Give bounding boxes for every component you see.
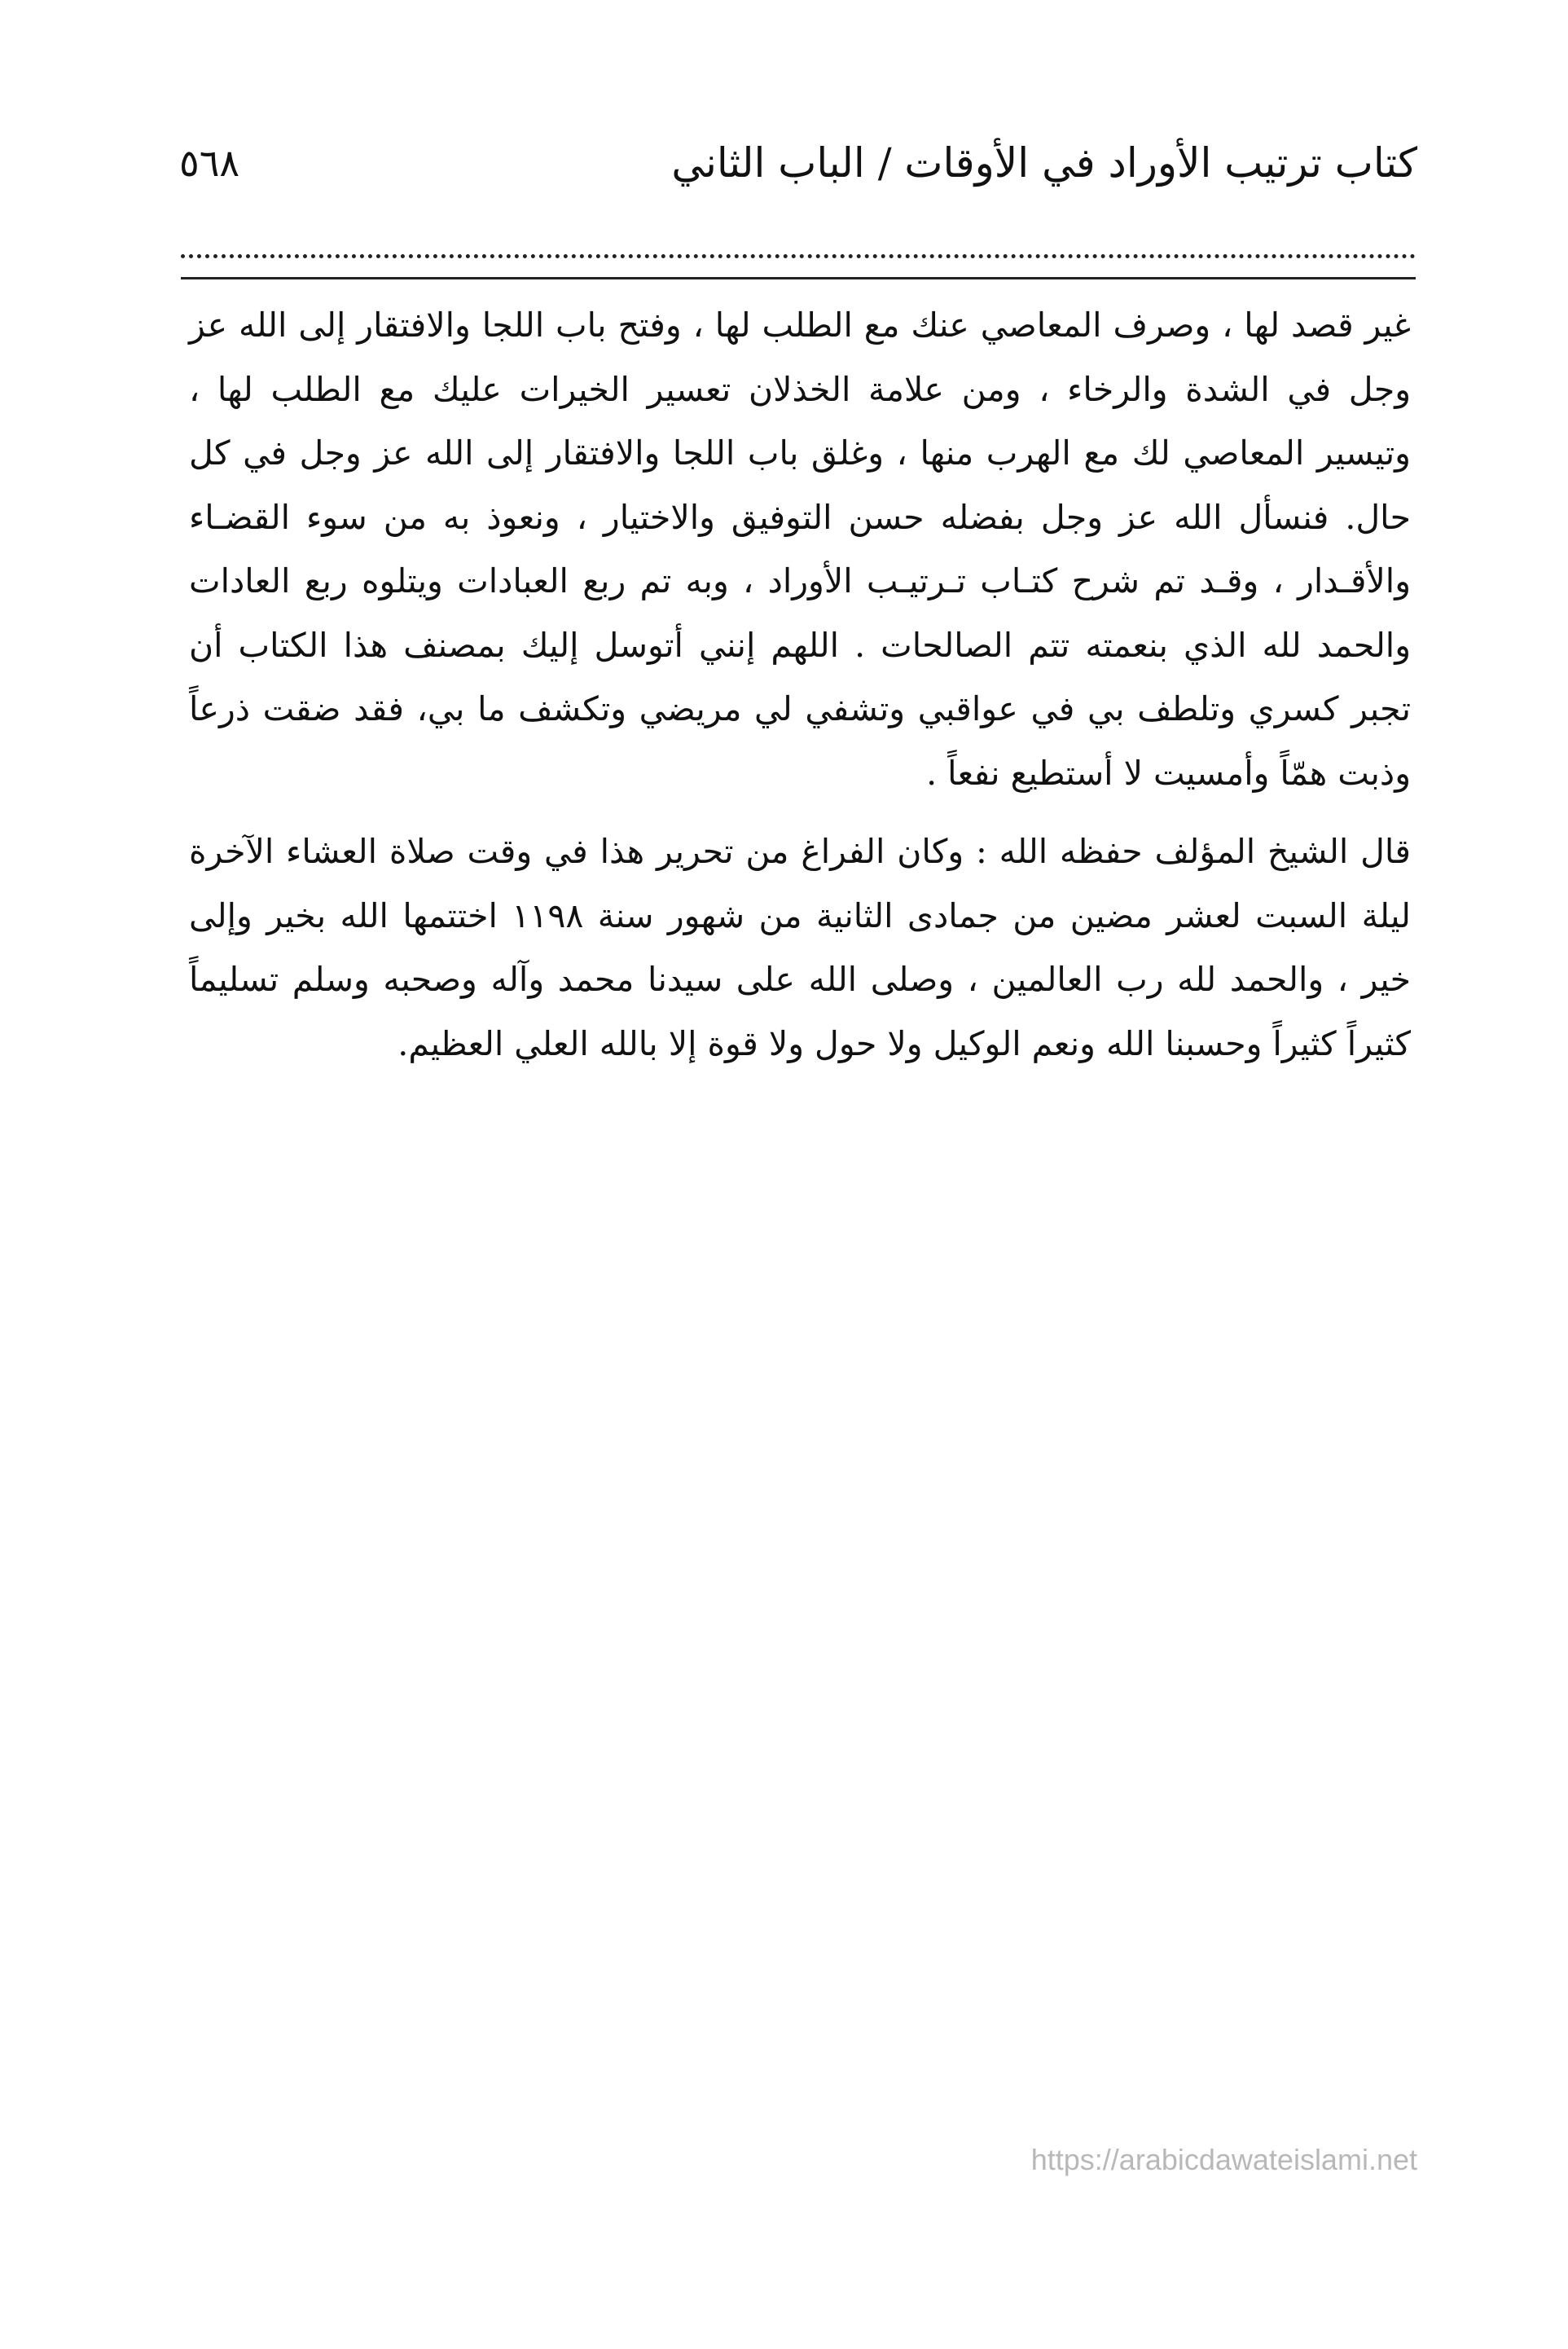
watermark-url: https://arabicdawateislami.net [1030, 2143, 1417, 2176]
dotted-divider [181, 254, 1416, 258]
main-text [189, 293, 1411, 1076]
paragraph-1: غير قصد لها ، وصرف المعاصي عنك مع الطلب لها ، وفتح باب اللجا والافتقار إلى الله عز وجل في الشدة والرخاء ، ومن علامة الخذلان تعسير الخيرات عليك مع الطلب لها ، وتيسير المعاصي لك مع الهرب منها ، وغلق باب اللجا والافتقار إلى الله عز وجل في كل حال. فنسأل الله عز وجل بفضله حسن التوفيق والاختيار ، ونعوذ به من سوء القضـاء والأقـدار ، وقـد تم شرح كتـاب تـرتيـب الأوراد ، وبه تم ربع العبادات ويتلوه ربع العادات والحمد لله الذي بنعمته تتم الصالحات . اللهم إنني أتوسل إليك بمصنف هذا الكتاب أن تجبر كسري وتلطف بي في عواقبي وتشفي لي مريضي وتكشف ما بي، فقد ضقت ذرعاً وذبت همّاً وأمسيت لا أستطيع نفعاً . [189, 306, 1411, 793]
running-title: كتاب ترتيب الأوراد في الأوقات / الباب الثاني [671, 139, 1417, 187]
solid-divider [181, 277, 1416, 279]
page-number: ٥٦٨ [179, 141, 240, 185]
page-header [179, 130, 1417, 196]
paragraph-2: قال الشيخ المؤلف حفظه الله : وكان الفراغ من تحرير هذا في وقت صلاة العشاء الآخرة ليلة السبت لعشر مضين من جمادى الثانية من شهور سنة ١١٩٨ اختتمها الله بخير وإلى خير ، والحمد لله رب العالمين ، وصلى الله على سيدنا محمد وآله وصحبه وسلم تسليماً كثيراً كثيراً وحسبنا الله ونعم الوكيل ولا حول ولا قوة إلا بالله العلي العظيم. [189, 832, 1411, 1063]
